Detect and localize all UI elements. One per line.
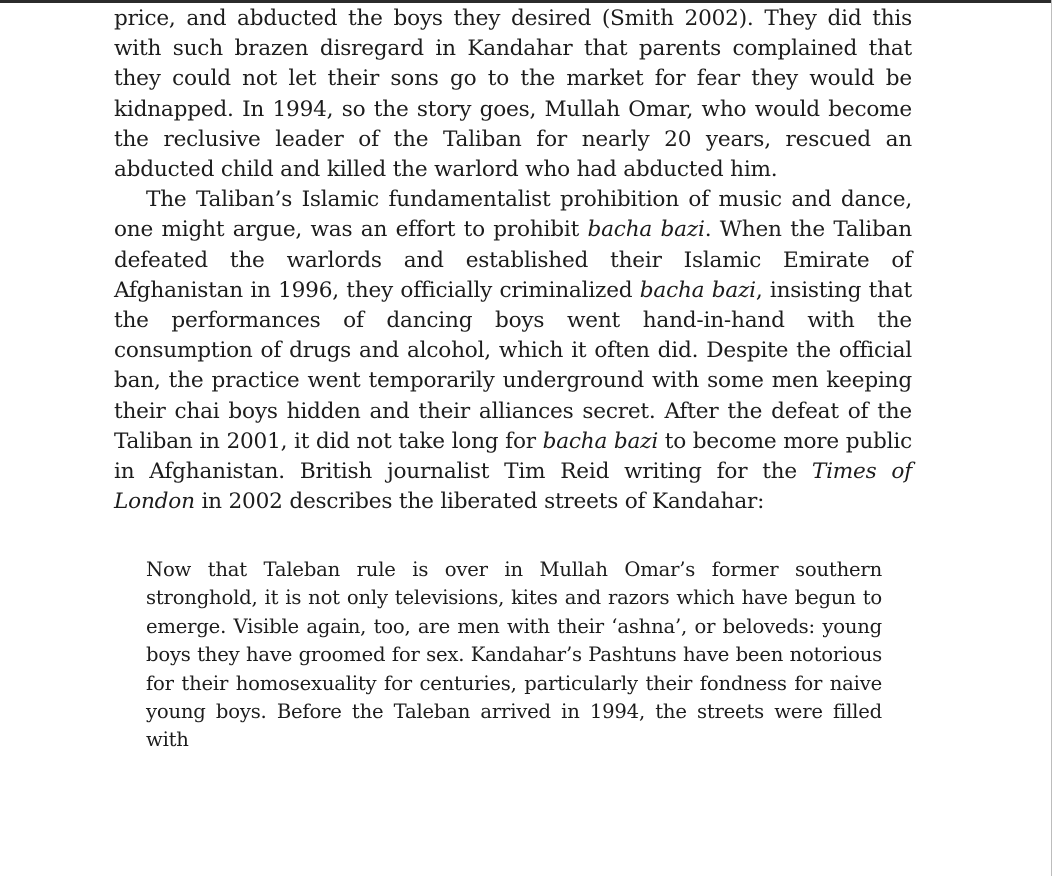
paragraph-2-seg-5: in 2002 describes the liberated streets of Kandahar: (194, 489, 765, 515)
paragraph-2-seg-4: to become more public in Afghanistan. British journalist Tim Reid writing for the (114, 428, 912, 485)
italic-publication: Times of London (114, 459, 913, 515)
italic-term-1: bacha bazi (587, 217, 705, 243)
paragraph-1: price, and abducted the boys they desired (Smith 2002). They did this with such brazen disregard in Kandahar that parents complained that they could not let their sons go to the market for fear they would be kidnapped. In 1994, so the story goes, Mullah Omar, who would become the reclusive leader of the Taliban for nearly 20 years, rescued an abducted child and killed the warlord who had abducted him. (114, 6, 912, 183)
italic-term-3: bacha bazi (542, 428, 659, 454)
block-quote (146, 556, 882, 755)
paragraph-2-seg-2: . When the Taliban defeated the warlords and established their Islamic Emirate of Afghanistan in 1996, they officially criminalized (114, 217, 913, 303)
body-text (114, 4, 912, 517)
paragraph-2-seg-3: , insisting that the performances of dancing boys went hand-in-hand with the consumption of drugs and alcohol, which it often did. Despite the official ban, the practice went temporarily underground with some men keeping their chai boys hidden and their alliances secret. After the defeat of the Taliban in 2001, it did not take long for (114, 277, 912, 454)
paragraph-2 (114, 185, 912, 517)
top-border (0, 0, 1052, 3)
paragraph-2-seg-1: The Taliban’s Islamic fundamentalist prohibition of music and dance, one might argue, was an effort to prohibit (114, 187, 912, 243)
italic-term-2: bacha bazi (639, 277, 756, 303)
block-quote-text: Now that Taleban rule is over in Mullah Omar’s former southern stronghold, it is not only televisions, kites and razors which have begun to emerge. Visible again, too, are men with their ‘ashna’, or beloveds: young boys they have groomed for sex. Kandahar’s Pashtuns have been notorious for their homosexuality for centuries, particularly their fondness for naive young boys. Before the Taleban arrived in 1994, the streets were filled with (146, 558, 882, 752)
